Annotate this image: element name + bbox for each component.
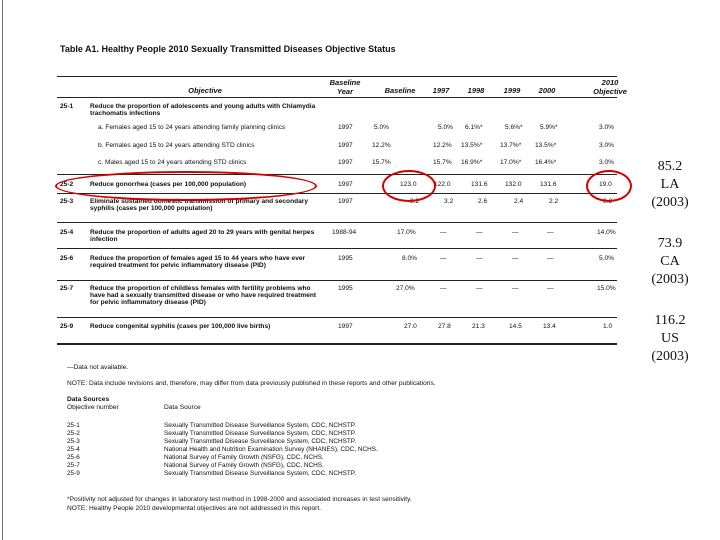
- cell-1999: 2.4: [514, 198, 524, 205]
- cell-1999: 5.6%*: [505, 124, 523, 131]
- page-left-border: [2, 0, 3, 540]
- cell-baseline-year: 1997: [338, 198, 353, 205]
- cell-1998: 131.6: [471, 181, 488, 188]
- cell-baseline: 5.0%: [374, 124, 390, 131]
- row-number: 25-9: [60, 323, 74, 330]
- source-objective-number: 25-2: [67, 430, 80, 437]
- sub-row-description: c. Males aged 15 to 24 years attending STD clinics: [98, 159, 247, 166]
- note-data-not-available: —Data not available.: [67, 364, 129, 371]
- row-description: Eliminate sustained domestic transmission of primary and secondary syphilis (cases per 100,000 population): [90, 198, 309, 212]
- cell-2010-objective: 5.0%: [599, 255, 615, 262]
- cell-1999: —: [512, 285, 519, 292]
- col-header-baseline-year: [320, 78, 370, 96]
- source-objective-number: 25-7: [67, 462, 80, 469]
- row-description: Reduce congenital syphilis (cases per 100,000 live births): [90, 323, 271, 330]
- cell-1998: 13.5%*: [461, 142, 483, 149]
- cell-1997: —: [440, 255, 447, 262]
- source-text: Sexually Transmitted Disease Surveillance System, CDC, NCHSTP.: [164, 470, 357, 477]
- annotation-value: 85.2: [657, 159, 683, 174]
- col-header-1999: 1999: [503, 86, 521, 95]
- cell-2010-objective: 19.0: [599, 181, 612, 188]
- sources-header-data-source: Data Source: [164, 404, 201, 411]
- cell-2010-objective: 3.0%: [599, 159, 615, 166]
- row-description: Reduce gonorrhea (cases per 100,000 population): [90, 181, 247, 188]
- cell-1998: 21.3: [472, 323, 485, 330]
- cell-2000: 2.2: [549, 198, 559, 205]
- annotation-year: (2003): [651, 349, 689, 364]
- cell-baseline-year: 1995: [338, 255, 353, 262]
- col-header-objective: Objective: [188, 86, 222, 95]
- annotation-place: US: [661, 331, 679, 346]
- cell-baseline-year: 1995: [338, 285, 353, 292]
- cell-baseline: 17.0%: [397, 229, 416, 236]
- cell-1997: —: [440, 229, 447, 236]
- cell-1998: 16.9%*: [461, 159, 483, 166]
- col-header-baseline-year-line2: Year: [337, 87, 353, 96]
- row-number: 25-2: [60, 181, 74, 188]
- cell-baseline: 8.0%: [402, 255, 418, 262]
- row-description: Reduce the proportion of adults aged 20 to 29 years with genital herpes infection: [90, 229, 315, 243]
- row-rule: [57, 222, 617, 223]
- cell-2000: —: [547, 229, 554, 236]
- col-header-1998: 1998: [467, 86, 485, 95]
- row-description: Reduce the proportion of childless females with fertility problems who have had a sexually transmitted disease or who have required treatment for pelvic inflammatory disease (PID): [90, 285, 317, 306]
- cell-1998: —: [476, 229, 483, 236]
- footnote-developmental: NOTE: Healthy People 2010 developmental objectives are not addressed in this report.: [67, 505, 322, 512]
- sub-row-description: a. Females aged 15 to 24 years attending family planning clinics: [98, 124, 286, 131]
- source-text: Sexually Transmitted Disease Surveillance System, CDC, NCHSTP.: [164, 430, 357, 437]
- cell-1997: 15.7%: [433, 159, 452, 166]
- source-objective-number: 25-4: [67, 446, 80, 453]
- annotation-place: LA: [660, 177, 680, 192]
- row-rule: [57, 317, 617, 318]
- cell-2010-objective: 14.0%: [597, 229, 616, 236]
- cell-baseline-year: 1997: [338, 181, 353, 188]
- source-objective-number: 25-1: [67, 422, 80, 429]
- header-top-rule: [57, 76, 617, 77]
- cell-2010-objective: 0.2: [603, 198, 613, 205]
- source-text: National Survey of Family Growth (NSFG), CDC, NCHS.: [164, 454, 324, 461]
- cell-1997: 122.0: [434, 181, 451, 188]
- cell-1999: 13.7%*: [500, 142, 522, 149]
- col-header-2010-objective: [582, 78, 638, 96]
- highlight-circle-gonorrhea: [55, 171, 317, 201]
- col-header-baseline: Baseline: [384, 86, 416, 95]
- row-rule: [57, 248, 617, 249]
- annotation-year: (2003): [651, 195, 689, 210]
- row-number: 25-1: [60, 103, 74, 110]
- annotation-la: [630, 158, 710, 212]
- cell-1999: 17.0%*: [500, 159, 522, 166]
- col-header-1997: 1997: [432, 86, 450, 95]
- sources-header-objective-number: Objective number: [67, 404, 119, 411]
- cell-1997: 27.8: [438, 323, 451, 330]
- cell-baseline-year: 1997: [338, 159, 353, 166]
- row-description: Reduce the proportion of females aged 15 to 44 years who have ever required treatment for pelvic inflammatory disease (PID): [90, 255, 306, 269]
- table-bottom-rule: [57, 343, 617, 345]
- cell-2010-objective: 3.0%: [599, 142, 615, 149]
- cell-1998: 2.6: [478, 198, 488, 205]
- annotation-value: 116.2: [654, 313, 686, 328]
- cell-baseline: 27.0%: [396, 285, 415, 292]
- table-title: Table A1. Healthy People 2010 Sexually Transmitted Diseases Objective Status: [60, 44, 396, 54]
- source-objective-number: 25-9: [67, 470, 80, 477]
- annotation-year: (2003): [651, 272, 689, 287]
- highlight-circle-objective-value: [586, 170, 632, 202]
- col-header-2010-line2: Objective: [593, 87, 627, 96]
- cell-1999: —: [512, 255, 519, 262]
- cell-1999: 14.5: [509, 323, 522, 330]
- cell-2000: 131.6: [540, 181, 557, 188]
- footnote-positivity: *Positivity not adjusted for changes in laboratory test method in 1998-2000 and associated increases in test sensitivity.: [67, 496, 412, 503]
- row-number: 25-7: [60, 285, 74, 292]
- cell-2010-objective: 1.0: [603, 323, 613, 330]
- cell-2000: —: [547, 255, 554, 262]
- header-bottom-rule: [57, 97, 617, 98]
- sub-row-description: b. Females aged 15 to 24 years attending STD clinics: [98, 142, 255, 149]
- cell-baseline: 3.2: [410, 198, 420, 205]
- cell-1998: —: [476, 255, 483, 262]
- col-header-2010-line1: 2010: [601, 78, 619, 87]
- row-number: 25-4: [60, 229, 74, 236]
- cell-2000: 13.5%*: [535, 142, 557, 149]
- cell-baseline-year: 1997: [338, 323, 353, 330]
- cell-2000: 13.4: [543, 323, 556, 330]
- annotation-us: [630, 312, 710, 366]
- cell-2010-objective: 15.0%: [597, 285, 616, 292]
- cell-2010-objective: 3.0%: [599, 124, 615, 131]
- row-description: Reduce the proportion of adolescents and young adults with Chlamydia trachomatis infections: [90, 103, 316, 117]
- row-number: 25-6: [60, 255, 74, 262]
- cell-1997: 12.2%: [433, 142, 452, 149]
- note-revisions: NOTE: Data include revisions and, therefore, may differ from data previously published in these reports and other publications.: [67, 380, 436, 387]
- row-rule: [57, 280, 617, 281]
- cell-2000: —: [547, 285, 554, 292]
- col-header-baseline-year-line1: Baseline: [329, 78, 361, 87]
- cell-baseline: 123.0: [400, 181, 417, 188]
- cell-1998: 6.1%*: [465, 124, 483, 131]
- cell-baseline: 15.7%: [372, 159, 391, 166]
- cell-baseline-year: 1988-94: [332, 229, 357, 236]
- data-sources-title: Data Sources: [67, 396, 110, 403]
- source-text: Sexually Transmitted Disease Surveillance System, CDC, NCHSTP.: [164, 438, 357, 445]
- cell-baseline-year: 1997: [338, 124, 353, 131]
- cell-1997: 3.2: [444, 198, 454, 205]
- cell-1999: —: [512, 229, 519, 236]
- highlight-circle-baseline-value: [382, 170, 436, 202]
- source-text: National Health and Nutrition Examination Survey (NHANES), CDC, NCHS.: [164, 446, 378, 453]
- cell-baseline-year: 1997: [338, 142, 353, 149]
- source-objective-number: 25-6: [67, 454, 80, 461]
- cell-baseline: 27.0: [404, 323, 417, 330]
- annotation-place: CA: [660, 254, 680, 269]
- source-text: Sexually Transmitted Disease Surveillance System, CDC, NCHSTP.: [164, 422, 357, 429]
- annotation-ca: [630, 235, 710, 289]
- cell-1997: 5.0%: [438, 124, 454, 131]
- cell-1997: —: [440, 285, 447, 292]
- source-objective-number: 25-3: [67, 438, 80, 445]
- row-number: 25-3: [60, 198, 74, 205]
- cell-2000: 5.9%*: [540, 124, 558, 131]
- cell-baseline: 12.2%: [372, 142, 391, 149]
- cell-1998: —: [476, 285, 483, 292]
- annotation-value: 73.9: [657, 236, 683, 251]
- cell-2000: 16.4%*: [535, 159, 557, 166]
- source-text: National Survey of Family Growth (NSFG), CDC, NCHS.: [164, 462, 324, 469]
- col-header-2000: 2000: [538, 86, 556, 95]
- cell-1999: 132.0: [505, 181, 522, 188]
